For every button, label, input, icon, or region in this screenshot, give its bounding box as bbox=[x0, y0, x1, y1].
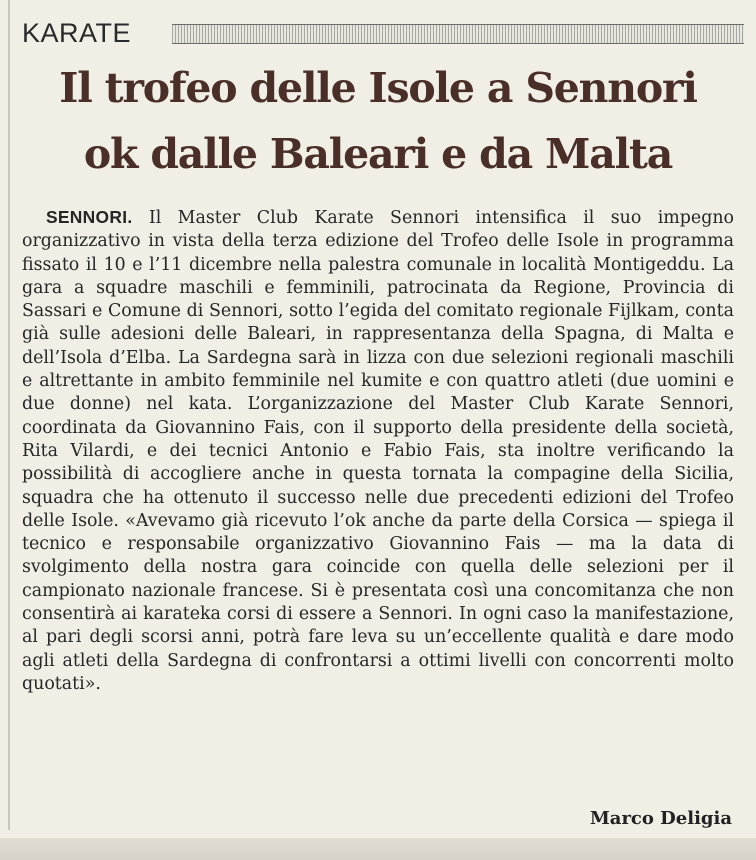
headline-line-1: Il trofeo delle Isole a Sennori bbox=[59, 64, 697, 112]
headline-line-2: ok dalle Baleari e da Malta bbox=[83, 130, 673, 178]
article-text: Il Master Club Karate Sennori intensifica il suo impegno organizzativo in vista della terza edizione del Trofeo delle Isole in programma fissato il 10 e l’11 dicembre nella palestra comunale in località Montigeddu. La gara a squadre maschili e femminili, patrocinata da Regione, Provincia di Sassari e Comune di Sennori, sotto l’egida del comitato regionale Fijlkam, conta già sulle adesioni delle Baleari, in rappresentanza della Spagna, di Malta e dell’Isola d’Elba. La Sardegna sarà in lizza con due selezioni regionali maschili e altrettante in ambito femminile nel kumite e con quattro atleti (due uomini e due donne) nel kata. L’organizzazione del Master Club Karate Sennori, coordinata da Giovannino Fais, con il supporto della presidente della società, Rita Vilardi, e dei tecnici Antonio e Fabio Fais, sta inoltre verificando la possibilità di accogliere anche in questa tornata la compagine della Sicilia, squadra che ha ottenuto il successo nelle due precedenti edizioni del Trofeo delle Isole. «Avevamo già ricevuto l’ok anche da parte della Corsica — spiega il tecnico e responsabile organizzativo Giovannino Fais — ma la data di svolgimento della nostra gara coincide con quella delle selezioni per il campionato nazionale francese. Si è presentata così una concomitanza che non consentirà ai karateka corsi di essere a Sennori. In ogni caso la manifestazione, al pari degli scorsi anni, potrà fare leva su un’eccellente qualità e dare modo agli atleti della Sardegna di confrontarsi a ottimi livelli con concorrenti molto quotati». bbox=[22, 208, 734, 694]
column-rule bbox=[8, 0, 10, 830]
byline: Marco Deligia bbox=[589, 808, 732, 829]
page-bottom-edge bbox=[0, 838, 756, 860]
section-bar-decoration bbox=[172, 24, 744, 44]
article-body bbox=[22, 206, 734, 696]
section-label: KARATE bbox=[22, 18, 132, 48]
dateline: SENNORI. bbox=[46, 207, 133, 227]
section-header bbox=[22, 16, 742, 52]
